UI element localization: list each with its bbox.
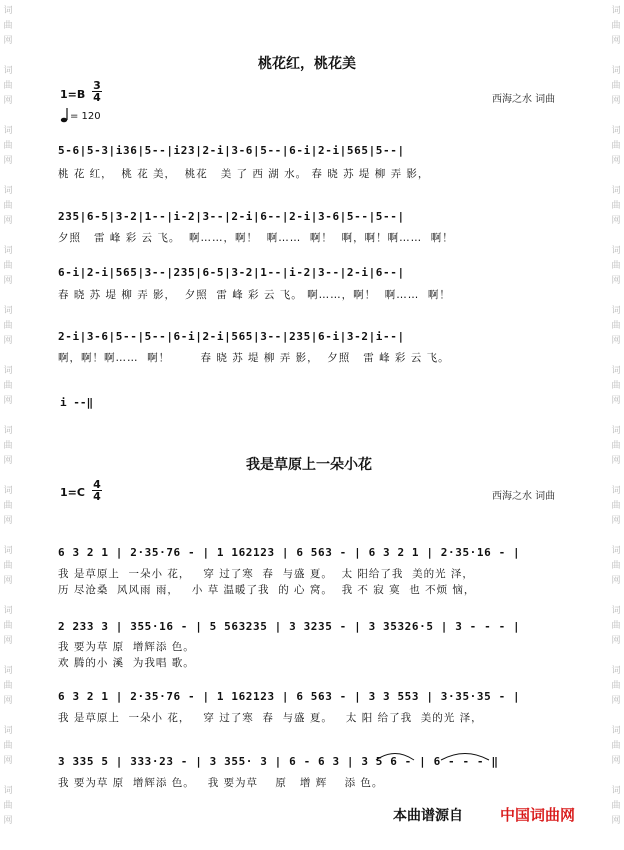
time-numerator: 3 — [93, 79, 101, 92]
watermark-text: 词 曲 网 — [611, 426, 621, 466]
quarter-note-icon — [60, 107, 70, 123]
watermark-text: 词 曲 网 — [611, 366, 621, 406]
watermark-text: 词 曲 网 — [611, 186, 621, 226]
watermark-text: 词 曲 网 — [611, 486, 621, 526]
watermark-text: 词 曲 网 — [611, 306, 621, 346]
watermark-text: 词 曲 网 — [3, 306, 13, 346]
watermark-text: 词 曲 网 — [3, 126, 13, 166]
watermark-text: 词 曲 网 — [611, 786, 621, 826]
watermark-text: 词 曲 网 — [3, 66, 13, 106]
watermark-text: 词 曲 网 — [3, 786, 13, 826]
song1-key-signature: 1=B — [60, 88, 86, 101]
watermark-text: 词 曲 网 — [611, 546, 621, 586]
song1-tempo: = 120 — [70, 111, 101, 122]
song1-lyrics-line-2: 夕照 雷 峰 彩 云 飞。 啊……，啊！ 啊…… 啊！ 啊，啊！啊…… 啊！ — [58, 232, 454, 244]
left-watermark-strip — [0, 0, 16, 850]
song2-lyrics-line-1a: 我 是草原上 一朵小 花， 穿 过了寒 春 与盛 夏。 太 阳给了我 美的光 泽， — [58, 568, 474, 580]
watermark-text: 词 曲 网 — [3, 726, 13, 766]
watermark-text: 词 曲 网 — [611, 6, 621, 46]
song2-lyrics-line-4: 我 要为草 原 增辉添 色。 我 要为草 原 增 辉 添 色。 — [58, 777, 384, 789]
watermark-text: 词 曲 网 — [611, 726, 621, 766]
song1-credit: 西海之水 词曲 — [492, 94, 556, 105]
song2-notes-line-2: 2 233 3 | 355·16 - | 5 563235 | 3 3235 - | 3 35326·5 | 3 - - - | — [58, 620, 521, 633]
song1-ending: i --‖ — [60, 396, 94, 409]
watermark-text: 词 曲 网 — [3, 666, 13, 706]
song2-notes-line-1: 6 3 2 1 | 2·35·76 - | 1 162123 | 6 563 - | 6 3 2 1 | 2·35·16 - | — [58, 546, 521, 559]
time-numerator: 4 — [93, 478, 101, 491]
footer-source-label: 本曲谱源自 — [393, 808, 463, 824]
watermark-text: 词 曲 网 — [3, 186, 13, 226]
time-denominator: 4 — [93, 91, 101, 104]
song1-notes-line-4: 2-i|3-6|5--|5--|6-i|2-i|565|3--|235|6-i|3-2|i--| — [58, 330, 405, 343]
right-watermark-strip — [608, 0, 624, 850]
watermark-text: 词 曲 网 — [3, 486, 13, 526]
song1-lyrics-line-4: 啊，啊！啊…… 啊！ 春 晓 苏 堤 柳 弄 影， 夕照 雷 峰 彩 云 飞。 — [58, 352, 450, 364]
song1-lyrics-line-3: 春 晓 苏 堤 柳 弄 影， 夕照 雷 峰 彩 云 飞。 啊……，啊！ 啊…… 啊！ — [58, 289, 451, 301]
time-denominator: 4 — [93, 490, 101, 503]
watermark-text: 词 曲 网 — [611, 246, 621, 286]
song1-notes-line-3: 6-i|2-i|565|3--|235|6-5|3-2|1--|i-2|3--|2-i|6--| — [58, 266, 405, 279]
watermark-text: 词 曲 网 — [3, 366, 13, 406]
song1-lyrics-line-1: 桃 花 红， 桃 花 美， 桃花 美 了 西 湖 水。 春 晓 苏 堤 柳 弄 影， — [58, 168, 430, 180]
song2-notes-line-4: 3 335 5 | 333·23 - | 3 355· 3 | 6 - 6 3 | 3 5 6 - | 6 - - - ‖ — [58, 755, 499, 768]
watermark-text: 词 曲 网 — [611, 126, 621, 166]
song2-credit: 西海之水 词曲 — [492, 491, 556, 502]
song2-title: 我是草原上一朵小花 — [246, 457, 372, 473]
song1-title: 桃花红，桃花美 — [258, 56, 356, 72]
watermark-text: 词 曲 网 — [3, 606, 13, 646]
watermark-text: 词 曲 网 — [611, 66, 621, 106]
watermark-text: 词 曲 网 — [3, 426, 13, 466]
song2-lyrics-line-1b: 历 尽沧桑 风风雨 雨， 小 草 温暖了我 的 心 窝。 我 不 寂 寞 也 不烦 恼， — [58, 584, 476, 596]
watermark-text: 词 曲 网 — [3, 246, 13, 286]
song2-lyrics-line-2b: 欢 腾的小 溪 为我唱 歌。 — [58, 657, 195, 669]
song2-key-signature: 1=C — [60, 486, 85, 499]
song2-notes-line-3: 6 3 2 1 | 2·35·76 - | 1 162123 | 6 563 - | 3 3 553 | 3·35·35 - | — [58, 690, 521, 703]
song2-lyrics-line-2a: 我 要为草 原 增辉添 色。 — [58, 641, 195, 653]
watermark-text: 词 曲 网 — [3, 6, 13, 46]
song2-lyrics-line-3: 我 是草原上 一朵小 花， 穿 过了寒 春 与盛 夏。 太 阳 给了我 美的光 泽， — [58, 712, 483, 724]
watermark-text: 词 曲 网 — [611, 666, 621, 706]
song1-time-signature — [92, 80, 102, 103]
watermark-text: 词 曲 网 — [611, 606, 621, 646]
watermark-text: 词 曲 网 — [3, 546, 13, 586]
song2-time-signature — [92, 479, 102, 502]
song1-notes-line-1: 5-6|5-3|i36|5--|i23|2-i|3-6|5--|6-i|2-i|565|5--| — [58, 144, 405, 157]
footer-site-link[interactable]: 中国词曲网 — [500, 806, 576, 824]
song1-notes-line-2: 235|6-5|3-2|1--|i-2|3--|2-i|6--|2-i|3-6|5--|5--| — [58, 210, 405, 223]
